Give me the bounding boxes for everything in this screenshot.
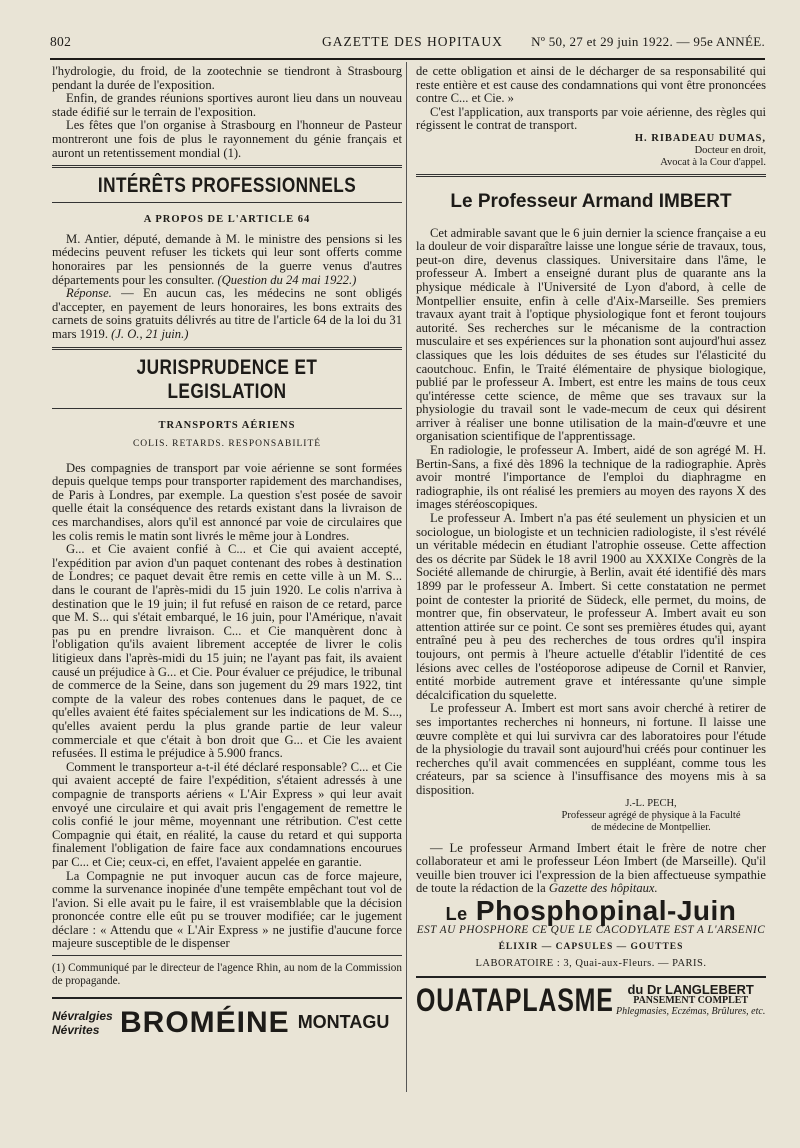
advert-products: ÉLIXIR — CAPSULES — GOUTTES	[498, 942, 684, 953]
column-divider	[406, 62, 407, 1092]
section-title: JURISPRUDENCE ET LEGISLATION	[136, 355, 318, 403]
paragraph: Comment le transporteur a-t-il été déclaré responsable? C... et Cie qui avaient accepté de faire l'expédition, s'étaient adressés à une compagnie de transports aériens « L'Air Express » qui leur avait envoyé une circulaire et qui avait pris l'engagement de remettre le colis confié le jour même, moyennant une rétribution. C'est cette Compagnie qui était, en réalité, la cause du retard et qui supporta finalement l'obligation de faire face aux condamnations encourues par C... et Cie; ceux-ci, en effet, l'avaient appelée en garantie.	[52, 759, 402, 869]
left-column	[52, 64, 402, 1040]
paragraph: Enfin, de grandes réunions sportives auront lieu dans un nouveau stade édifié sur le terrain de l'exposition.	[52, 91, 402, 119]
advert-indications: Névralgies Névrites	[52, 1009, 113, 1038]
issue-info: Nº 50, 27 et 29 juin 1922. — 95e ANNÉE.	[531, 34, 765, 49]
bromeine-advert	[52, 997, 402, 1040]
advert-tagline: EST AU PHOSPHORE CE QUE LE CACODYLATE EST A L'ARSENIC	[416, 924, 766, 937]
advert-address: LABORATOIRE : 3, Quai-aux-Fleurs. — PARIS.	[475, 957, 707, 969]
paragraph: Cet admirable savant que le 6 juin dernier la science française a eu la douleur de voir disparaître laisse une longue série de travaux, tous, peut-on dire, devenus classiques. Universitaire dans l'âme, le professeur A. Imbert a enseigné durant plus de quarante ans la physique médicale à l'Université de Lyon d'abord, à celle de Montpellier ensuite, enfin à celle d'Aix-Marseille. Ses premiers travaux ayant trait à l'optique physiologique font et feront toujours autorité. Ses recherches sur le mécanisme de la contraction musculaire et ses expériences sur la phonation sont aujourd'hui assez classiques que les lois déduites de ses études sur l'élasticité du caoutchouc. Enfin, le Traité élémentaire de physique biologique, publié par le professeur A. Imbert, est entre les mains de tous ceux qu'intéresse cette science, de même que ses travaux sur la physiologie du travail sont le vade-mecum de ceux qui désirent arriver à réaliser une bonne utilisation de la main-d'œuvre et une organisation scientifique de l'apprentissage.	[416, 225, 766, 444]
advert-maker: MONTAGU	[297, 1012, 390, 1033]
paragraph: C'est l'application, aux transports par voie aérienne, des règles qui régissent le contrat de transport.	[416, 104, 766, 133]
paragraph: Réponse. — En aucun cas, les médecins ne sont obligés d'accepter, en payement de leurs honoraires, les bons extraits des carnets de soins gratuits délivrés au titre de l'article 64 de la loi du 31 mars 1919. (J. O., 21 juin.)	[52, 286, 402, 341]
paragraph: Des compagnies de transport par voie aérienne se sont formées depuis quelque temps pour transporter rapidement des marchandises, de Paris à Londres, par exemple. La question s'est posée de savoir quelle était la conséquence des retards existant dans la livraison de ces marchandises, alors qu'il est annoncé par voie de circulaires que les colis remis le matin sont livrés le même jour à Londres.	[52, 460, 402, 543]
section-rule	[52, 202, 402, 203]
page-number: 802	[50, 34, 72, 49]
paragraph: Les fêtes que l'on organise à Strasbourg en l'honneur de Pasteur montreront une fois de plus le rayonnement du génie français et auront un retentissement mondial (1).	[52, 118, 402, 160]
article-subtitle-2: COLIS. RETARDS. RESPONSABILITÉ	[132, 439, 322, 450]
obituary-title: Le Professeur Armand IMBERT	[450, 190, 732, 212]
journal-title: GAZETTE DES HOPITAUX	[322, 34, 503, 49]
section-rule	[52, 347, 402, 350]
advert-brand: BROMÉINE	[120, 1006, 290, 1040]
right-column	[416, 65, 766, 1017]
section-rule	[52, 165, 402, 168]
header-rule	[50, 58, 765, 60]
paragraph: En radiologie, le professeur A. Imbert, aidé de son agrégé M. H. Bertin-Sans, a fixé dès 1896 la technique de la radiographie. Après avoir montré l'importance de l'emploi du diaphragme en radiographie, ils ont réalisé les premiers au moyen des rayons X des images stéréoscopiques.	[416, 443, 766, 512]
paragraph: Le professeur A. Imbert est mort sans avoir cherché à retirer de ses importantes recherches ni honneurs, ni fortune. Il laisse une œuvre complète et qui lui survivra car des laboratoires pour l'étude de la physiologie du travail sont aujourd'hui créés pour continuer les recherches qu'il avait commencées en suppléant, comme tous les créateurs, par sa science à l'insuffisance des moyens mis à sa disposition.	[416, 701, 766, 797]
paragraph: La Compagnie ne put invoquer aucun cas de force majeure, comme la survenance inopinée d'une tempête empêchant tout vol de l'avion. Si elle avait pu le faire, il est vraisemblable que la décision prononcée contre elle eût pu se trouver modifiée; car le jugement déclare : « Attendu que « L'Air Express » ne justifie d'aucune force majeure susceptible de le dispenser	[52, 868, 402, 951]
paragraph: l'hydrologie, du froid, de la zootechnie se tiendront à Strasbourg pendant la durée de l'exposition.	[52, 64, 402, 92]
ouataplasme-advert	[416, 976, 766, 1017]
obituary-signature: J.-L. PECH, Professeur agrégé de physique à la Faculté de médecine de Montpellier.	[561, 797, 741, 833]
paragraph: — Le professeur Armand Imbert était le frère de notre cher collaborateur et ami le professeur Léon Imbert (de Marseille). Qu'il veuille bien trouver ici l'expression de la bien affectueuse sympathie de toute la rédaction de la Gazette des hôpitaux.	[416, 840, 766, 896]
phosphopinal-advert	[416, 894, 766, 970]
paragraph: de cette obligation et ainsi de le décharger de sa responsabilité qui reste entière et est cause des condamnations qui vont être prononcées contre C... et Cie. »	[416, 64, 766, 106]
footnote-rule	[52, 955, 402, 956]
advert-brand: OUATAPLASME	[416, 981, 614, 1018]
section-title: INTÉRÊTS PROFESSIONNELS	[97, 174, 357, 198]
advert-brand: Le Phosphopinal-Juin	[445, 894, 737, 926]
paragraph: M. Antier, député, demande à M. le ministre des pensions si les médecins peuvent refuser les tickets qui leur sont offerts comme honoraires par les pensionnés de la guerre venus d'autres départements pour les consulter. (Question du 24 mai 1922.)	[52, 231, 402, 287]
article-subtitle: TRANSPORTS AÉRIENS	[158, 419, 296, 431]
page-header	[50, 30, 765, 52]
article-subtitle: A PROPOS DE L'ARTICLE 64	[143, 214, 311, 226]
footnote: (1) Communiqué par le directeur de l'agence Rhin, au nom de la Commission de propagande.	[52, 962, 402, 987]
paragraph: Le professeur A. Imbert n'a pas été seulement un physicien et un sociologue, un biologiste et un technicien radiologiste, il s'est révélé un véritable médecin en étudiant l'atrophie osseuse. Cette affection des os décrite par Südek le 18 avril 1900 au XXXIXe Congrès de la Société allemande de chirurgie, à Berlin, avait été identifié dès mars 1899 par le professeur A. Imbert. Si cette constatation ne permet point de contester la priorité de Südeck, elle permet, du moins, de montrer que, fin observateur, le professeur A. Imbert avait eu son attention attirée sur ce point. Ce sont ses premières études qui, ayant entraîné peu à peu des recherches de tous ordres qu'il inspira toujours, ont permis à l'heure actuelle d'établir l'identité de ces lésions avec celles de l'ostéoporose adipeuse de Cornil et Ranvier, entité morbide autrement grave et intéressante qu'une simple décalcification du squelette.	[416, 511, 766, 702]
signature: H. RIBADEAU DUMAS, Docteur en droit, Avocat à la Cour d'appel.	[634, 132, 766, 168]
section-rule	[52, 408, 402, 409]
section-rule	[416, 174, 766, 177]
paragraph: G... et Cie avaient confié à C... et Cie qui avaient accepté, l'expédition par avion d'un paquet contenant des robes à destination de Londres; ce paquet devait être remis en cette ville à un M. S... dans le courant de l'après-midi du 15 juin 1920. Le colis n'arriva à destination que le 19 juin; il fut refusé en raison de ce retard, parce que M. S... qui s'était embarqué, le 16 juin, pour l'Amérique, n'avait pas pu en prendre livraison. C... et Cie manquèrent donc à l'obligation qu'ils avaient librement acceptée de livrer le colis litigieux dans l'après-midi du 15 juin; ne l'ayant pas fait, ils avaient causé un préjudice à G... et Cie. Pour évaluer ce préjudice, le tribunal de commerce de la Seine, dans son jugement du 29 mars 1922, tint compte de la valeur des robes contenues dans le paquet, de ce qu'elles avaient été faites spécialement sur les indications de M. S..., qu'elles avaient perdu la plus grande partie de leur valeur commerciale et que c'était à bon droit que G... et Cie les avaient refusées. Il estima le préjudice à 5.900 francs.	[52, 542, 402, 761]
advert-details: du Dr LANGLEBERT PANSEMENT COMPLET Phlegmasies, Eczémas, Brûlures, etc.	[616, 982, 766, 1018]
